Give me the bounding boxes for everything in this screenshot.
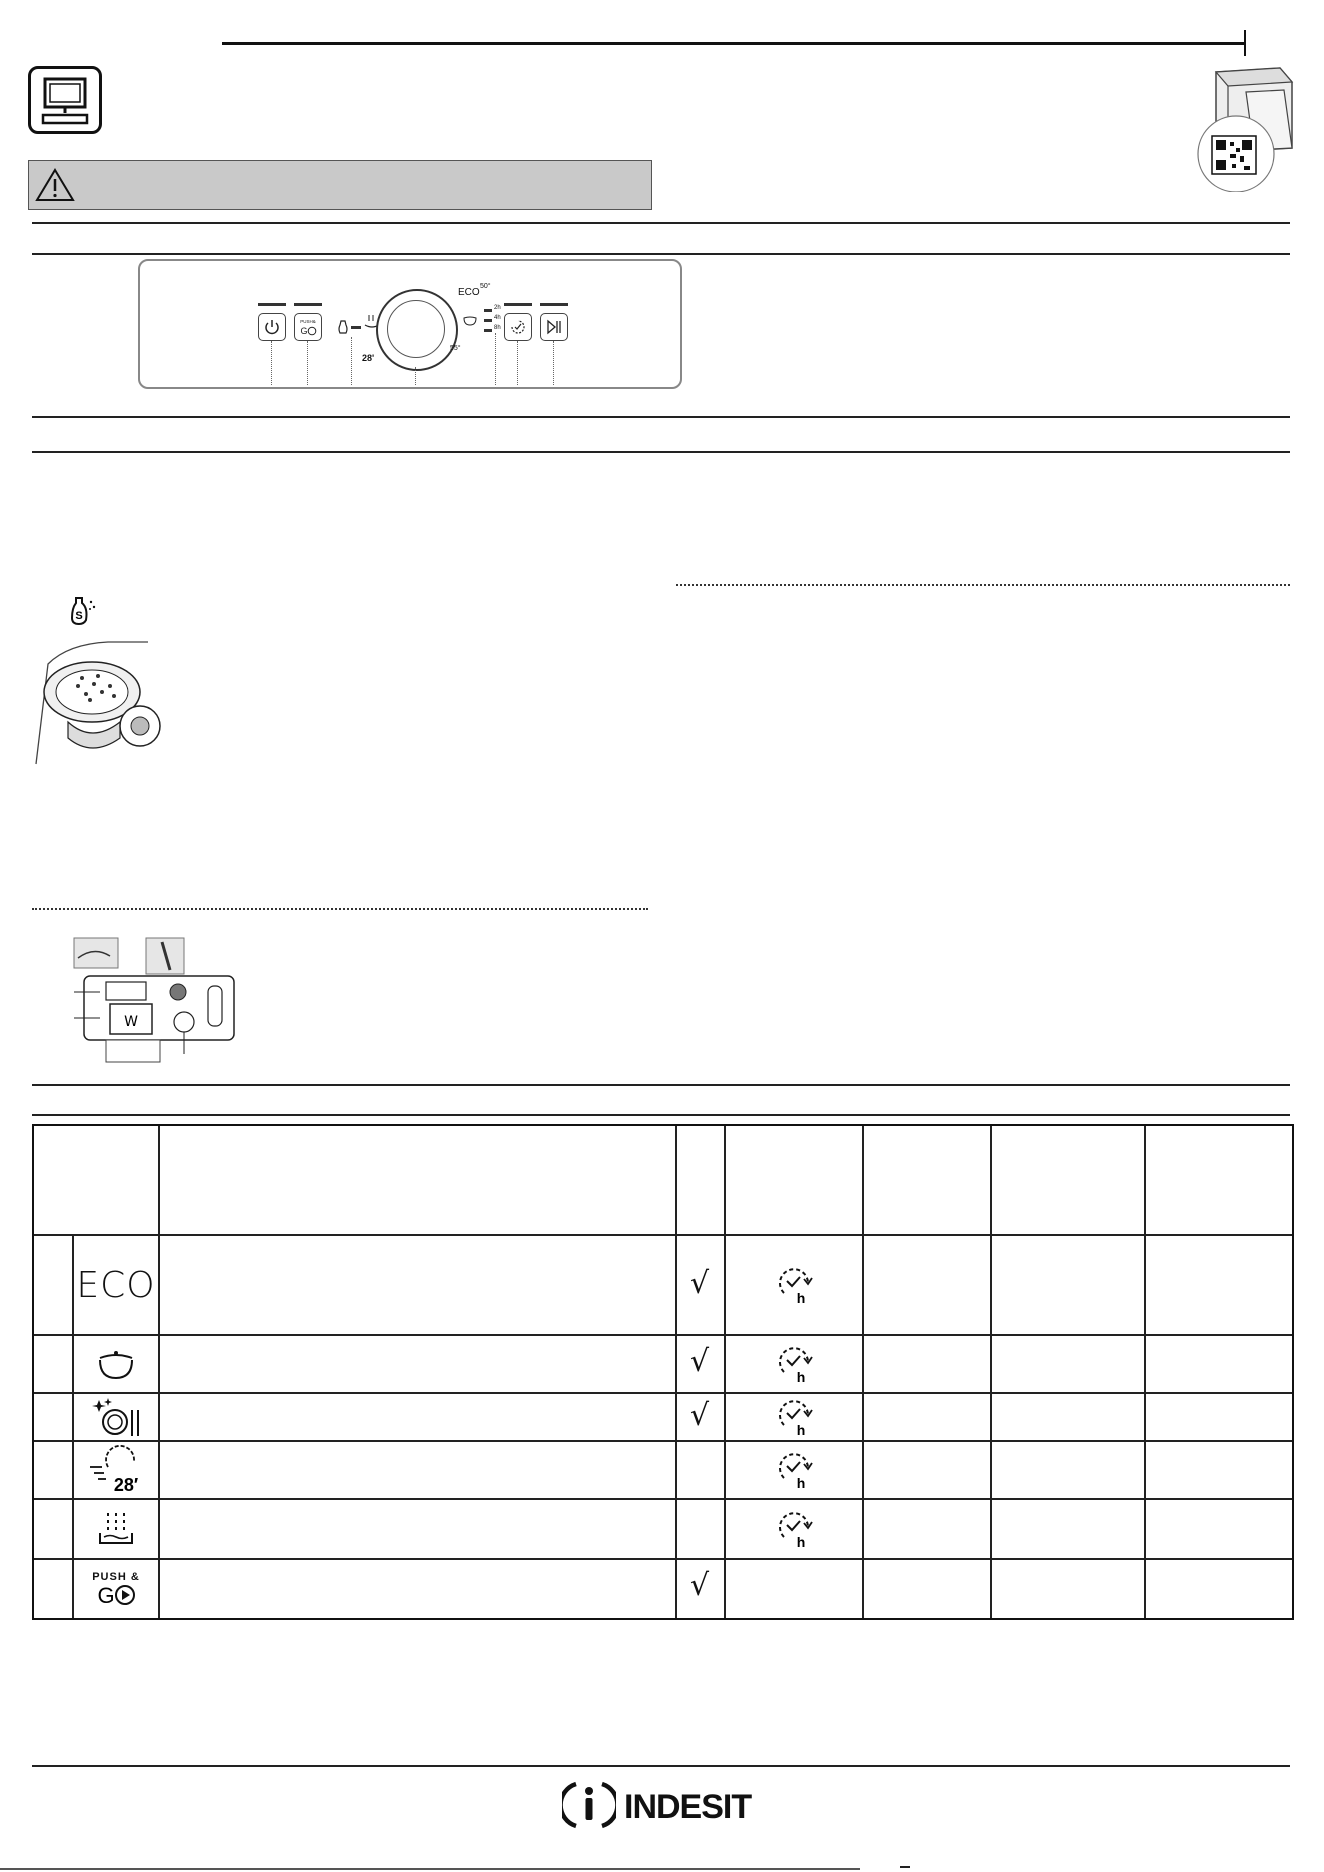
footer-rule	[32, 1765, 1290, 1767]
led-1	[484, 309, 492, 312]
delay-level-1: 2h	[494, 305, 501, 311]
panel-quick-label: 28'	[362, 353, 375, 363]
quick-delay-cell	[726, 1442, 862, 1498]
row-divider	[34, 1392, 1292, 1394]
push-go-icon	[295, 314, 321, 340]
program-selector-knob	[376, 289, 458, 371]
col-divider	[862, 1126, 864, 1618]
col-divider	[675, 1126, 677, 1618]
qr-code-appliance-illustration	[1188, 62, 1298, 192]
dish-delay-cell	[726, 1394, 862, 1440]
eco-check-mark: √	[690, 1266, 710, 1301]
table-row-push-go-icon	[74, 1560, 158, 1618]
panel-eco-temp: 50°	[480, 283, 491, 290]
led-3	[484, 329, 492, 332]
section-rule-2	[32, 253, 1290, 255]
brand-name: INDESIT	[624, 1788, 752, 1826]
power-button	[258, 313, 286, 341]
dotted-divider-left	[32, 908, 648, 910]
eco-delay-cell	[726, 1236, 862, 1334]
sparkle-dish-icon	[91, 1396, 141, 1438]
bottom-rule	[0, 1868, 860, 1870]
section-rule-3	[32, 416, 1290, 418]
delay-clock-icon	[772, 1448, 816, 1492]
svg-text:h: h	[796, 1475, 806, 1491]
callout-line	[307, 341, 308, 385]
prewash-icon	[94, 1507, 138, 1551]
svg-text:S: S	[75, 610, 83, 622]
monitor-icon-box	[28, 66, 102, 134]
callout-line	[351, 337, 352, 385]
pot-delay-cell	[726, 1336, 862, 1392]
row-divider	[34, 1234, 1292, 1236]
callout-line	[517, 341, 518, 385]
push-label: PUSH &	[92, 1571, 140, 1583]
callout-line	[271, 341, 272, 385]
table-row-eco-icon	[74, 1236, 158, 1334]
pot-icon	[94, 1344, 138, 1384]
svg-text:h: h	[796, 1369, 806, 1385]
svg-text:G: G	[97, 1583, 115, 1607]
svg-text:PUSH&: PUSH&	[300, 319, 316, 324]
table-row-dish-icon	[74, 1394, 158, 1440]
prewash-delay-cell	[726, 1500, 862, 1558]
power-icon	[259, 314, 285, 340]
warning-box	[28, 160, 652, 210]
pot-small-icon	[462, 313, 478, 327]
header-rule-tick	[1244, 30, 1246, 56]
play-pause-icon	[541, 314, 567, 340]
delay-clock-icon	[772, 1395, 816, 1439]
col-divider	[990, 1126, 992, 1618]
salt-refill-illustration	[28, 634, 178, 770]
push-go-check-mark: √	[690, 1568, 710, 1603]
callout-line	[495, 333, 496, 385]
button-bar	[294, 303, 322, 306]
row-divider	[34, 1558, 1292, 1560]
col-divider	[1144, 1126, 1146, 1618]
bottom-tick	[900, 1866, 910, 1868]
section-rule-5	[32, 1084, 1290, 1086]
dishwasher-qr-icon	[1188, 62, 1298, 192]
callout-line	[553, 341, 554, 385]
button-bar	[504, 303, 532, 306]
control-panel-illustration	[138, 259, 682, 389]
led-2	[484, 319, 492, 322]
button-bar	[258, 303, 286, 306]
table-row-prewash-icon	[74, 1500, 158, 1558]
section-rule-4	[32, 451, 1290, 453]
brand-logo	[562, 1774, 772, 1834]
push-go-icon	[94, 1583, 138, 1607]
panel-intensive-label: 55°	[450, 345, 461, 352]
delay-level-2: 4h	[494, 315, 501, 321]
indesit-logo-icon	[562, 1778, 616, 1832]
delay-clock-icon	[772, 1507, 816, 1551]
salt-bottle-icon	[64, 594, 98, 628]
detergent-dispenser-illustration	[70, 936, 240, 1078]
quick-28-icon	[86, 1445, 146, 1495]
button-bar	[540, 303, 568, 306]
delay-clock-icon	[772, 1342, 816, 1386]
svg-text:G: G	[300, 326, 308, 336]
knob-inner-ring	[387, 300, 445, 358]
push-go-button	[294, 313, 322, 341]
table-row-pot-icon	[74, 1336, 158, 1392]
delay-button	[504, 313, 532, 341]
warning-icon	[35, 167, 75, 203]
pot-check-mark: √	[690, 1344, 710, 1379]
row-divider	[34, 1440, 1292, 1442]
table-row-quick-icon	[74, 1442, 158, 1498]
program-table	[32, 1124, 1294, 1620]
section-rule-1	[32, 222, 1290, 224]
section-rule-6	[32, 1114, 1290, 1116]
header-rule	[222, 42, 1246, 45]
callout-line	[415, 367, 416, 385]
eco-icon: ECO	[76, 1264, 156, 1306]
svg-text:W: W	[124, 1014, 138, 1030]
panel-eco-label: ECO	[458, 287, 480, 298]
dotted-divider-right	[676, 584, 1290, 586]
delay-level-3: 8h	[494, 325, 501, 331]
col-divider	[158, 1126, 160, 1618]
delay-icon	[505, 314, 531, 340]
svg-text:h: h	[796, 1422, 806, 1438]
dish-check-mark: √	[690, 1398, 710, 1433]
svg-text:28′: 28′	[113, 1475, 139, 1495]
svg-text:h: h	[796, 1534, 806, 1550]
start-pause-button	[540, 313, 568, 341]
monitor-icon	[31, 69, 99, 131]
delay-clock-icon	[772, 1263, 816, 1307]
row-divider	[34, 1498, 1292, 1500]
svg-text:h: h	[796, 1290, 806, 1306]
row-divider	[34, 1334, 1292, 1336]
